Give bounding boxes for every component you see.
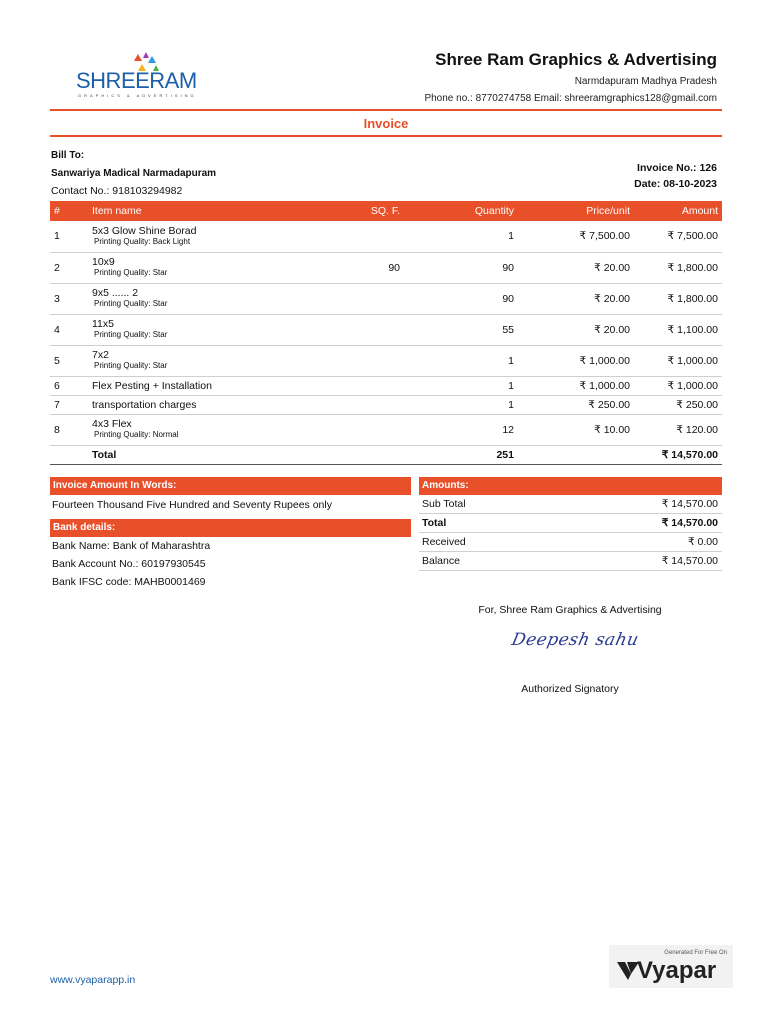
- table-row: [50, 414, 722, 445]
- amount-value: ₹ 14,570.00: [661, 517, 718, 529]
- item-sqf: [326, 395, 404, 414]
- table-row: [50, 345, 722, 376]
- title-divider: [50, 135, 722, 137]
- item-qty: 90: [404, 252, 518, 283]
- amount-label: Sub Total: [422, 498, 466, 510]
- item-no: 2: [50, 252, 88, 283]
- item-quality: Printing Quality: Back Light: [94, 236, 191, 246]
- item-cell: [88, 252, 326, 283]
- amount-value: ₹ 14,570.00: [661, 498, 718, 510]
- item-price: ₹ 20.00: [518, 252, 634, 283]
- item-amount: ₹ 1,100.00: [634, 314, 722, 345]
- logo-wordmark: SHREERAM: [76, 68, 197, 93]
- item-sqf: [326, 314, 404, 345]
- col-header-item: Item name: [88, 201, 326, 221]
- bank-header: Bank details:: [50, 519, 411, 537]
- item-cell: [88, 221, 326, 252]
- total-spacer: [50, 445, 88, 464]
- company-name: Shree Ram Graphics & Advertising: [435, 50, 717, 69]
- item-name: 10x9: [92, 256, 115, 268]
- item-qty: 55: [404, 314, 518, 345]
- signature-block: [420, 604, 720, 695]
- item-qty: 1: [404, 345, 518, 376]
- amount-label: Balance: [422, 555, 460, 567]
- item-quality: Printing Quality: Star: [94, 299, 168, 308]
- item-quality: Printing Quality: Star: [94, 361, 168, 370]
- item-no: 6: [50, 376, 88, 395]
- amount-row-subtotal: [419, 495, 722, 514]
- amounts-section: [419, 477, 722, 571]
- total-label: Total: [88, 445, 326, 464]
- total-qty: 251: [404, 445, 518, 464]
- amount-label: Received: [422, 536, 466, 548]
- item-no: 4: [50, 314, 88, 345]
- item-quality: Printing Quality: Star: [94, 268, 168, 277]
- table-header-row: [50, 201, 722, 221]
- amount-label: Total: [422, 517, 447, 529]
- table-row: [50, 314, 722, 345]
- col-header-price: Price/unit: [518, 201, 634, 221]
- item-no: 8: [50, 414, 88, 445]
- amount-value: ₹ 14,570.00: [661, 555, 718, 567]
- item-name: 7x2: [92, 349, 109, 361]
- page-title: Invoice: [363, 116, 409, 131]
- item-price: ₹ 20.00: [518, 283, 634, 314]
- col-header-amount: Amount: [634, 201, 722, 221]
- item-cell: [88, 414, 326, 445]
- item-price: ₹ 1,000.00: [518, 376, 634, 395]
- item-sqf: [326, 221, 404, 252]
- item-price: ₹ 7,500.00: [518, 221, 634, 252]
- vyapar-logo-icon: [617, 962, 639, 982]
- item-sqf: [326, 414, 404, 445]
- item-quality: Printing Quality: Normal: [94, 430, 179, 439]
- logo-tagline: GRAPHICS & ADVERTISING: [78, 93, 197, 98]
- item-cell: [88, 314, 326, 345]
- col-header-sqf: SQ. F.: [326, 201, 404, 221]
- item-amount: ₹ 1,000.00: [634, 345, 722, 376]
- item-qty: 1: [404, 221, 518, 252]
- amounts-header: Amounts:: [419, 477, 722, 495]
- item-cell: [88, 283, 326, 314]
- item-amount: ₹ 1,800.00: [634, 283, 722, 314]
- item-no: 7: [50, 395, 88, 414]
- amount-words-header: Invoice Amount In Words:: [50, 477, 411, 495]
- col-header-no: #: [50, 201, 88, 221]
- item-quality: Printing Quality: Star: [94, 330, 168, 339]
- table-row: [50, 283, 722, 314]
- item-amount: ₹ 1,800.00: [634, 252, 722, 283]
- item-cell: [88, 376, 326, 395]
- item-no: 1: [50, 221, 88, 252]
- company-info: [424, 50, 717, 104]
- item-no: 5: [50, 345, 88, 376]
- invoice-date: Date: 08-10-2023: [634, 178, 717, 190]
- item-price: ₹ 250.00: [518, 395, 634, 414]
- table-row: [50, 221, 722, 252]
- amount-value: ₹ 0.00: [687, 536, 718, 548]
- item-price: ₹ 1,000.00: [518, 345, 634, 376]
- amount-row-received: [419, 533, 722, 552]
- item-qty: 1: [404, 376, 518, 395]
- bill-to-label: Bill To:: [51, 150, 85, 161]
- item-name: Flex Pesting + Installation: [92, 379, 212, 392]
- item-sqf: [326, 376, 404, 395]
- items-table: [50, 201, 722, 465]
- item-name: 9x5 ...... 2: [92, 287, 139, 299]
- item-cell: [88, 395, 326, 414]
- total-sqf: [326, 445, 404, 464]
- vyapar-badge: [609, 945, 733, 988]
- item-amount: ₹ 1,000.00: [634, 376, 722, 395]
- vyapar-generated-text: Generated For Free On: [664, 950, 727, 956]
- bank-ifsc: Bank IFSC code: MAHB0001469: [52, 576, 206, 588]
- item-cell: [88, 345, 326, 376]
- signature-for-line: For, Shree Ram Graphics & Advertising: [478, 604, 662, 616]
- item-amount: ₹ 250.00: [634, 395, 722, 414]
- bank-name: Bank Name: Bank of Maharashtra: [52, 540, 211, 552]
- col-header-qty: Quantity: [404, 201, 518, 221]
- amount-row-balance: [419, 552, 722, 571]
- table-row: [50, 376, 722, 395]
- signature-text: Deepesh sahu: [509, 630, 641, 650]
- amount-words-text: Fourteen Thousand Five Hundred and Seventy Rupees only: [52, 499, 332, 511]
- invoice-meta: [634, 160, 717, 192]
- amount-words-section: [50, 477, 411, 515]
- signatory-label: Authorized Signatory: [521, 683, 619, 695]
- item-price: ₹ 20.00: [518, 314, 634, 345]
- item-name: 4x3 Flex: [92, 418, 132, 430]
- item-sqf: [326, 345, 404, 376]
- bank-account: Bank Account No.: 60197930545: [52, 558, 206, 570]
- table-row: [50, 252, 722, 283]
- item-sqf: [326, 283, 404, 314]
- footer-link[interactable]: www.vyaparapp.in: [50, 974, 136, 986]
- signature-image: [420, 616, 720, 668]
- item-amount: ₹ 120.00: [634, 414, 722, 445]
- total-price: [518, 445, 634, 464]
- item-no: 3: [50, 283, 88, 314]
- company-logo: [76, 52, 198, 102]
- table-row: [50, 395, 722, 414]
- total-amount: ₹ 14,570.00: [634, 445, 722, 464]
- item-qty: 12: [404, 414, 518, 445]
- bill-to-contact: Contact No.: 918103294982: [51, 185, 183, 197]
- item-amount: ₹ 7,500.00: [634, 221, 722, 252]
- item-qty: 90: [404, 283, 518, 314]
- item-price: ₹ 10.00: [518, 414, 634, 445]
- top-divider: [50, 109, 722, 111]
- bank-section: [50, 519, 411, 588]
- item-name: transportation charges: [92, 398, 197, 411]
- item-name: 5x3 Glow Shine Borad: [92, 224, 197, 237]
- item-name: 11x5: [92, 318, 114, 330]
- item-qty: 1: [404, 395, 518, 414]
- table-total-row: [50, 445, 722, 464]
- company-address: Narmdapuram Madhya Pradesh: [574, 76, 717, 87]
- bill-to-name: Sanwariya Madical Narmadapuram: [51, 168, 217, 179]
- invoice-number: Invoice No.: 126: [637, 162, 717, 174]
- vyapar-brand: Vyapar: [637, 957, 717, 984]
- amount-row-total: [419, 514, 722, 533]
- company-contact: Phone no.: 8770274758 Email: shreeramgraphics128@gmail.com: [424, 93, 717, 104]
- item-sqf: 90: [326, 252, 404, 283]
